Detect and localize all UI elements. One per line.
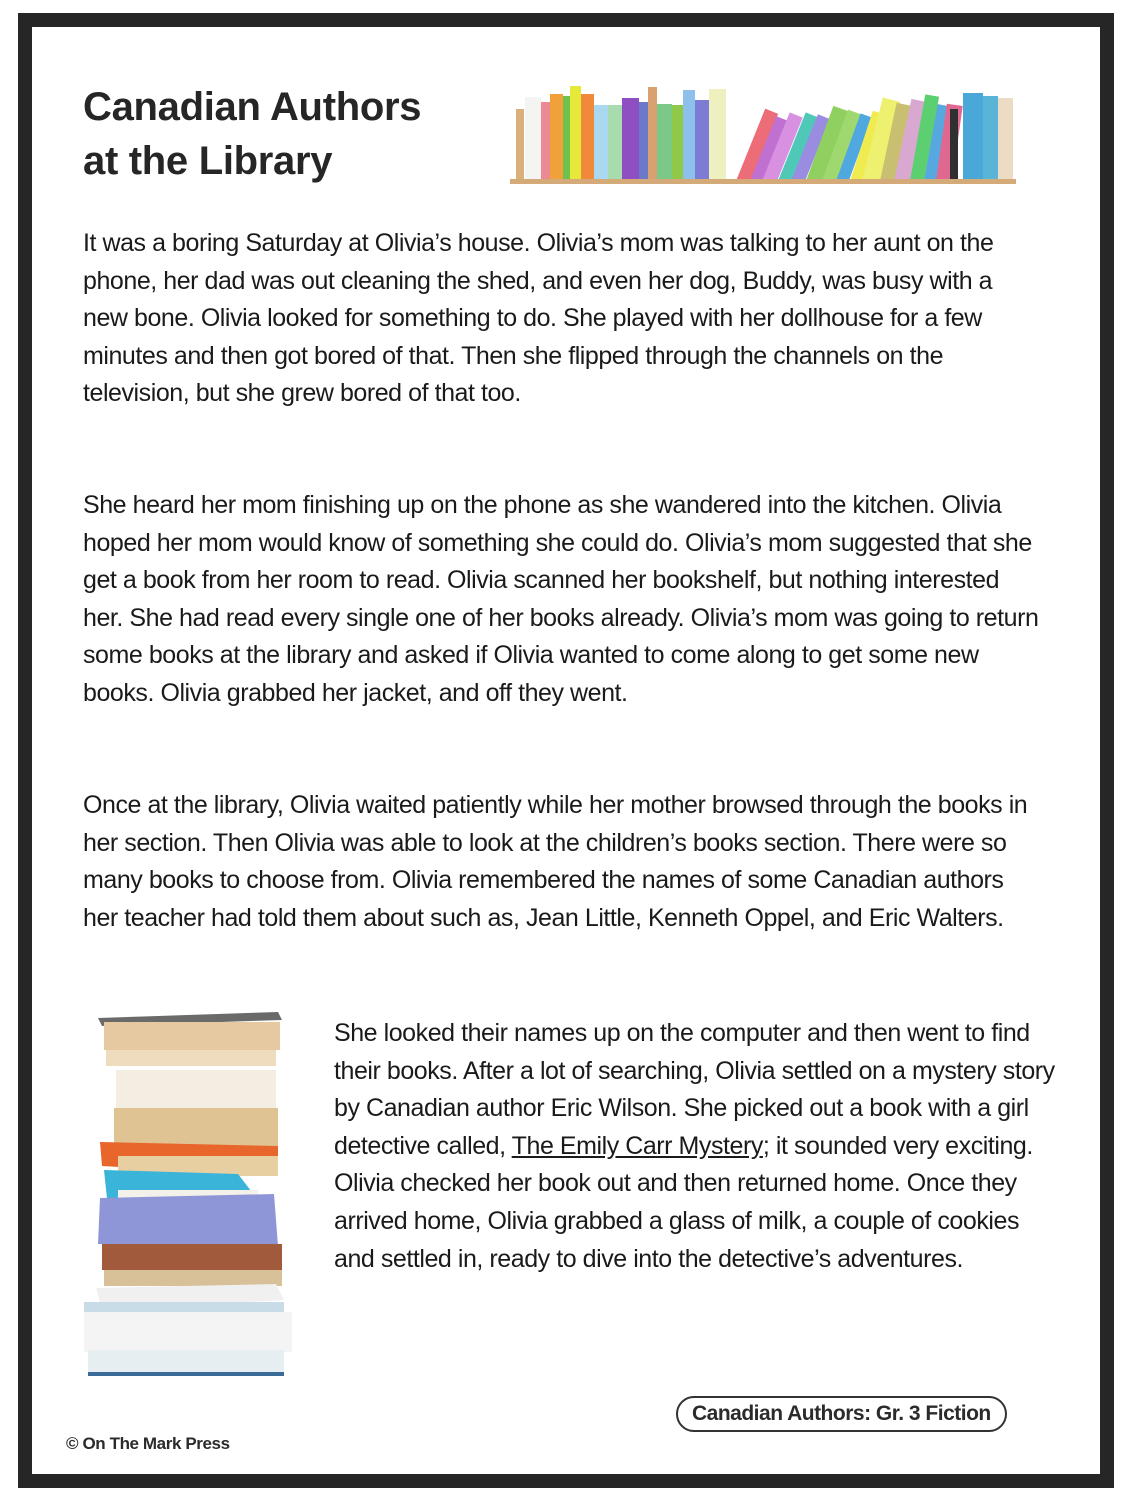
- paragraph-4-text-after: ; it sounded very exciting. Olivia checked her book out and then returned home. Once they arrived home, Olivia grabbed a glass of milk, a couple of cookies and settled in, ready to dive into the detective’s adventures.: [334, 1131, 1033, 1273]
- book-title: The Emily Carr Mystery: [511, 1131, 763, 1160]
- story-paragraph-4: [334, 1015, 1064, 1278]
- book-stack-illustration: [78, 1000, 300, 1380]
- bookshelf-icon: [508, 64, 1028, 184]
- book-stack-icon: [78, 1000, 300, 1380]
- story-paragraph-1: It was a boring Saturday at Olivia’s house. Olivia’s mom was talking to her aunt on the phone, her dad was out cleaning the shed, and even her dog, Buddy, was busy with a new bone. Olivia looked for something to do. She played with her dollhouse for a few minutes and then got bored of that. Then she flipped through the channels on the television, but she grew bored of that too.: [83, 229, 994, 408]
- bookshelf-illustration: [508, 64, 1028, 184]
- paragraph-4-text-before: She looked their names up on the computer and then went to find their books. After a lot of searching, Olivia settled on a mystery story by Canadian author Eric Wilson. She picked out a book with a girl detective called,: [334, 1019, 1055, 1160]
- story-paragraph-3: Once at the library, Olivia waited patiently while her mother browsed through the books in her section. Then Olivia was able to look at the children’s books section. There were so many books to choose from. Olivia remembered the names of some Canadian authors her teacher had told them about such as, Jean Little, Kenneth Oppel, and Eric Walters.: [83, 791, 1028, 932]
- story-paragraph-2: She heard her mom finishing up on the phone as she wandered into the kitchen. Olivia hoped her mom would know of something she could do. Olivia’s mom suggested that she get a book from her room to read. Olivia scanned her bookshelf, but nothing interested her. She had read every single one of her books already. Olivia’s mom was going to return some books at the library and asked if Olivia wanted to come along to get some new books. Olivia grabbed her jacket, and off they went.: [83, 491, 1039, 707]
- page-title: [83, 80, 421, 188]
- copyright-notice: © On The Mark Press: [66, 1434, 230, 1453]
- series-label-badge: Canadian Authors: Gr. 3 Fiction: [676, 1396, 1007, 1432]
- title-line-1: Canadian Authors: [83, 85, 422, 129]
- title-line-2: at the Library: [83, 139, 333, 183]
